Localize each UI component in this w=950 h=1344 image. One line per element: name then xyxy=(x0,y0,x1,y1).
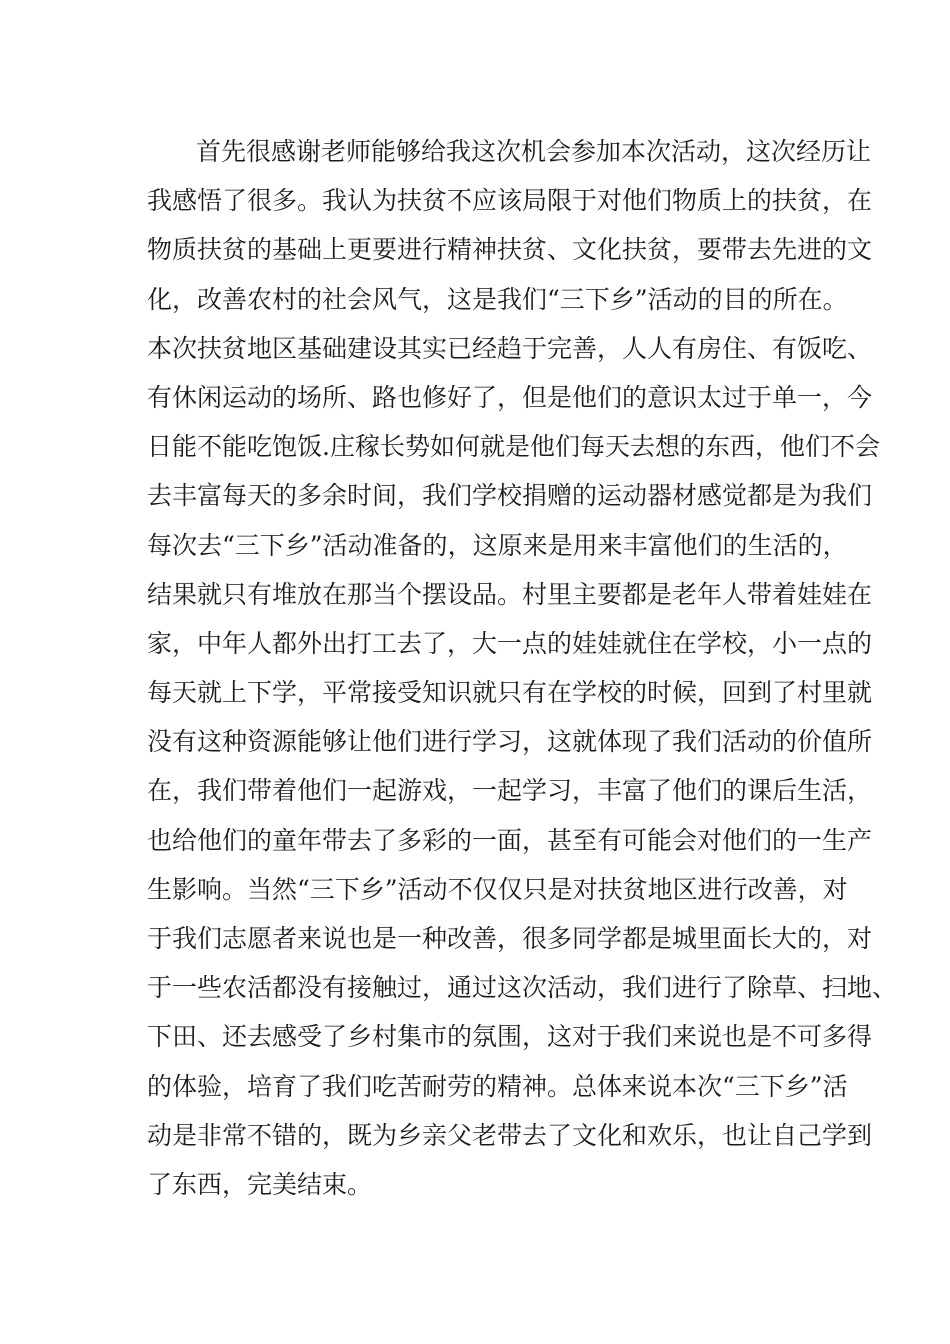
text-line-16: 生影响。当然“三下乡”活动不仅仅只是对扶贫地区进行改善，对 xyxy=(147,874,848,904)
text-line-8: 去丰富每天的多余时间，我们学校捐赠的运动器材感觉都是为我们 xyxy=(147,481,873,511)
text-line-7: 日能不能吃饱饭.庄稼长势如何就是他们每天去想的东西，他们不会 xyxy=(147,432,880,462)
text-line-9: 每次去“三下乡”活动准备的，这原来是用来丰富他们的生活的， xyxy=(147,530,848,560)
text-line-22: 了东西，完美结束。 xyxy=(147,1169,373,1199)
text-line-12: 每天就上下学，平常接受知识就只有在学校的时候，回到了村里就 xyxy=(147,678,873,708)
text-line-14: 在，我们带着他们一起游戏，一起学习，丰富了他们的课后生活， xyxy=(147,776,873,806)
text-line-1: 首先很感谢老师能够给我这次机会参加本次活动，这次经历让 xyxy=(196,137,872,166)
text-line-4: 化，改善农村的社会风气，这是我们“三下乡”活动的目的所在。 xyxy=(147,284,848,314)
text-line-13: 没有这种资源能够让他们进行学习，这就体现了我们活动的价值所 xyxy=(147,727,873,757)
text-line-17: 于我们志愿者来说也是一种改善，很多同学都是城里面长大的，对 xyxy=(147,924,873,953)
text-line-18: 于一些农活都没有接触过，通过这次活动，我们进行了除草、扫地、 xyxy=(147,973,898,1003)
text-line-2: 我感悟了很多。我认为扶贫不应该局限于对他们物质上的扶贫，在 xyxy=(147,186,873,216)
text-line-20: 的体验，培育了我们吃苦耐劳的精神。总体来说本次“三下乡”活 xyxy=(147,1071,848,1101)
text-line-6: 有休闲运动的场所、路也修好了，但是他们的意识太过于单一，今 xyxy=(147,382,873,412)
text-line-21: 动是非常不错的，既为乡亲父老带去了文化和欢乐，也让自己学到 xyxy=(147,1120,873,1150)
body-paragraph xyxy=(147,132,898,1214)
text-line-3: 物质扶贫的基础上更要进行精神扶贫、文化扶贫，要带去先进的文 xyxy=(147,235,873,265)
text-line-19: 下田、还去感受了乡村集市的氛围，这对于我们来说也是不可多得 xyxy=(147,1022,873,1052)
text-line-10: 结果就只有堆放在那当个摆设品。村里主要都是老年人带着娃娃在 xyxy=(147,579,873,609)
text-line-15: 也给他们的童年带去了多彩的一面，甚至有可能会对他们的一生产 xyxy=(147,825,873,855)
text-line-5: 本次扶贫地区基础建设其实已经趋于完善，人人有房住、有饭吃、 xyxy=(147,333,873,363)
text-line-11: 家，中年人都外出打工去了，大一点的娃娃就住在学校，小一点的 xyxy=(147,628,873,658)
